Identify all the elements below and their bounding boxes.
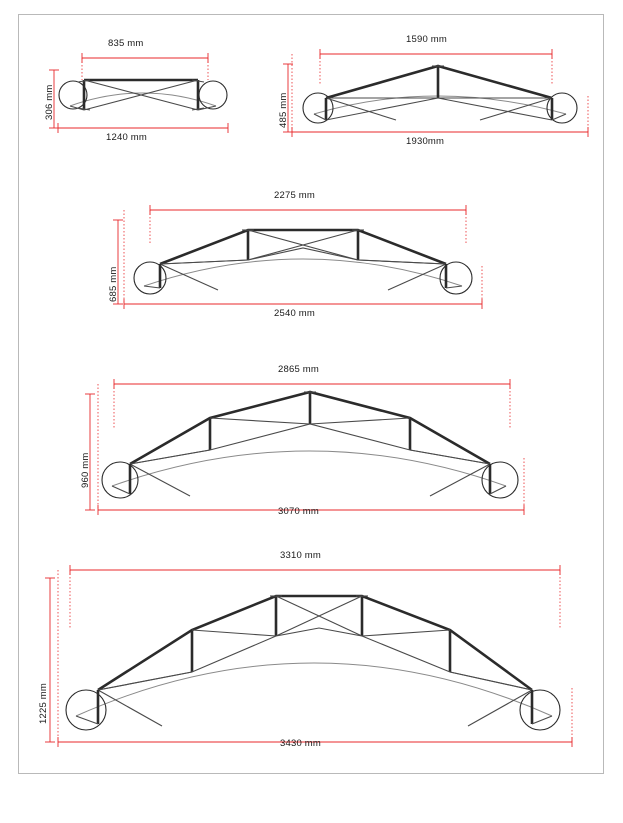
figure-1-arch-smallest <box>44 38 238 150</box>
figure-1-top-dimension <box>82 53 208 80</box>
figure-2-height-dim-label: 485 mm <box>278 92 289 128</box>
figure-4-top-dimension <box>114 379 510 428</box>
figure-3-truss-members <box>144 230 462 290</box>
figure-2-truss-members <box>314 66 566 120</box>
figure-3-height-dim-label: 685 mm <box>108 266 119 302</box>
figure-5-bottom-dim-label: 3430 mm <box>280 738 322 749</box>
figure-5-arc <box>76 663 552 716</box>
figure-2-top-dim-label: 1590 mm <box>406 34 448 45</box>
figure-5-height-dim-label: 1225 mm <box>38 682 49 724</box>
figure-1-height-dim-label: 306 mm <box>44 84 55 120</box>
figure-3-arch-medium <box>108 186 498 326</box>
figure-1-top-dim-label: 835 mm <box>108 38 144 49</box>
figure-3-bottom-dim-label: 2540 mm <box>274 308 316 319</box>
figure-1-bottom-dim-label: 1240 mm <box>106 132 148 143</box>
figure-5-left-hub <box>66 690 106 730</box>
figure-5-top-dim-label: 3310 mm <box>280 550 322 561</box>
figure-5-truss-members <box>76 596 552 726</box>
figure-4-top-dim-label: 2865 mm <box>278 364 320 375</box>
figure-4-height-dim-label: 960 mm <box>80 452 91 488</box>
figure-2-bottom-dim-label: 1930mm <box>406 136 445 147</box>
figure-3-top-dimension <box>150 205 466 244</box>
figure-4-truss-members <box>112 392 506 496</box>
figure-5-right-hub <box>520 690 560 730</box>
figure-3-top-dim-label: 2275 mm <box>274 190 316 201</box>
figure-4-left-hub <box>102 462 138 498</box>
figure-5-arch-largest <box>40 548 580 758</box>
figure-2-arch-small <box>280 36 600 156</box>
figure-1-truss-members <box>70 80 216 110</box>
figure-4-bottom-dim-label: 3070 mm <box>278 506 320 517</box>
figure-4-arch-large <box>78 358 538 528</box>
